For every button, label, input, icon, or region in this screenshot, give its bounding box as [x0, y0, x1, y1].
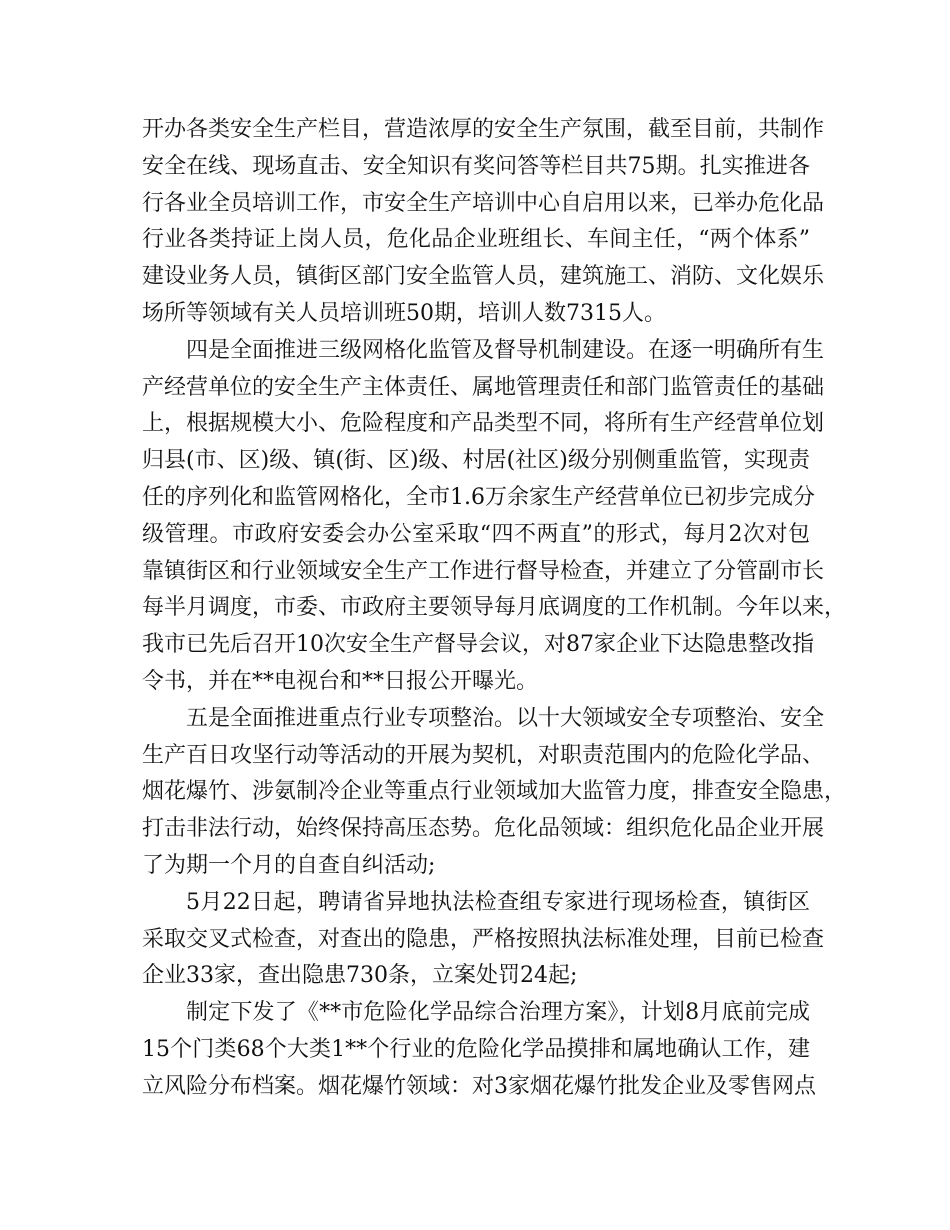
- text-line: 我市已先后召开10次安全生产督导会议，对87家企业下达隐患整改指: [142, 632, 814, 658]
- text-line: 靠镇街区和行业领域安全生产工作进行督导检查，并建立了分管副市长: [142, 558, 825, 584]
- text-line: 产经营单位的安全生产主体责任、属地管理责任和部门监管责任的基础: [142, 374, 825, 400]
- text-line: 级管理。市政府安委会办公室采取“四不两直”的形式，每月2次对包: [142, 521, 810, 547]
- text-line: 生产百日攻坚行动等活动的开展为契机，对职责范围内的危险化学品、: [142, 742, 825, 768]
- text-line: 建设业务人员，镇街区部门安全监管人员，建筑施工、消防、文化娱乐: [142, 264, 825, 290]
- paragraph-start-line: 制定下发了《**市危险化学品综合治理方案》，计划8月底前完成: [186, 1000, 810, 1026]
- text-line: 任的序列化和监管网格化，全市1.6万余家生产经营单位已初步完成分: [142, 484, 815, 510]
- text-line: 归县(市、区)级、镇(街、区)级、村居(社区)级分别侧重监管，实现责: [142, 448, 810, 474]
- text-line: 上，根据规模大小、危险程度和产品类型不同，将所有生产经营单位划: [142, 411, 825, 437]
- text-line: 立风险分布档案。烟花爆竹领域：对3家烟花爆竹批发企业及零售网点: [142, 1073, 816, 1099]
- text-line: 每半月调度，市委、市政府主要领导每月底调度的工作机制。今年以来，: [142, 595, 847, 621]
- text-line: 安全在线、现场直击、安全知识有奖问答等栏目共75期。扎实推进各: [142, 153, 810, 179]
- text-line: 烟花爆竹、涉氨制冷企业等重点行业领域加大监管力度，排查安全隐患，: [142, 779, 847, 805]
- text-line: 行各业全员培训工作，市安全生产培训中心自启用以来，已举办危化品: [142, 190, 825, 216]
- text-line: 15个门类68个大类1**个行业的危险化学品摸排和属地确认工作，建: [142, 1036, 810, 1062]
- text-line: 打击非法行动，始终保持高压态势。危化品领域：组织危化品企业开展: [142, 816, 825, 842]
- text-line: 场所等领域有关人员培训班50期，培训人数7315人。: [142, 300, 666, 326]
- text-line: 开办各类安全生产栏目，营造浓厚的安全生产氛围，截至目前，共制作: [142, 117, 825, 142]
- paragraph-start-line: 五是全面推进重点行业专项整治。以十大领域安全专项整治、安全: [186, 705, 825, 731]
- text-line: 令书，并在**电视台和**日报公开曝光。: [142, 668, 539, 694]
- text-line: 企业33家，查出隐患730条，立案处罚24起;: [142, 963, 578, 989]
- paragraph-start-line: 四是全面推进三级网格化监管及督导机制建设。在逐一明确所有生: [186, 337, 825, 363]
- document-body: [142, 112, 847, 1106]
- text-line: 行业各类持证上岗人员，危化品企业班组长、车间主任，“两个体系”: [142, 227, 810, 253]
- text-line: 了为期一个月的自查自纠活动;: [142, 852, 436, 878]
- paragraph-start-line: 5月22日起，聘请省异地执法检查组专家进行现场检查，镇街区: [186, 889, 810, 915]
- text-line: 采取交叉式检查，对查出的隐患，严格按照执法标准处理，目前已检查: [142, 926, 825, 952]
